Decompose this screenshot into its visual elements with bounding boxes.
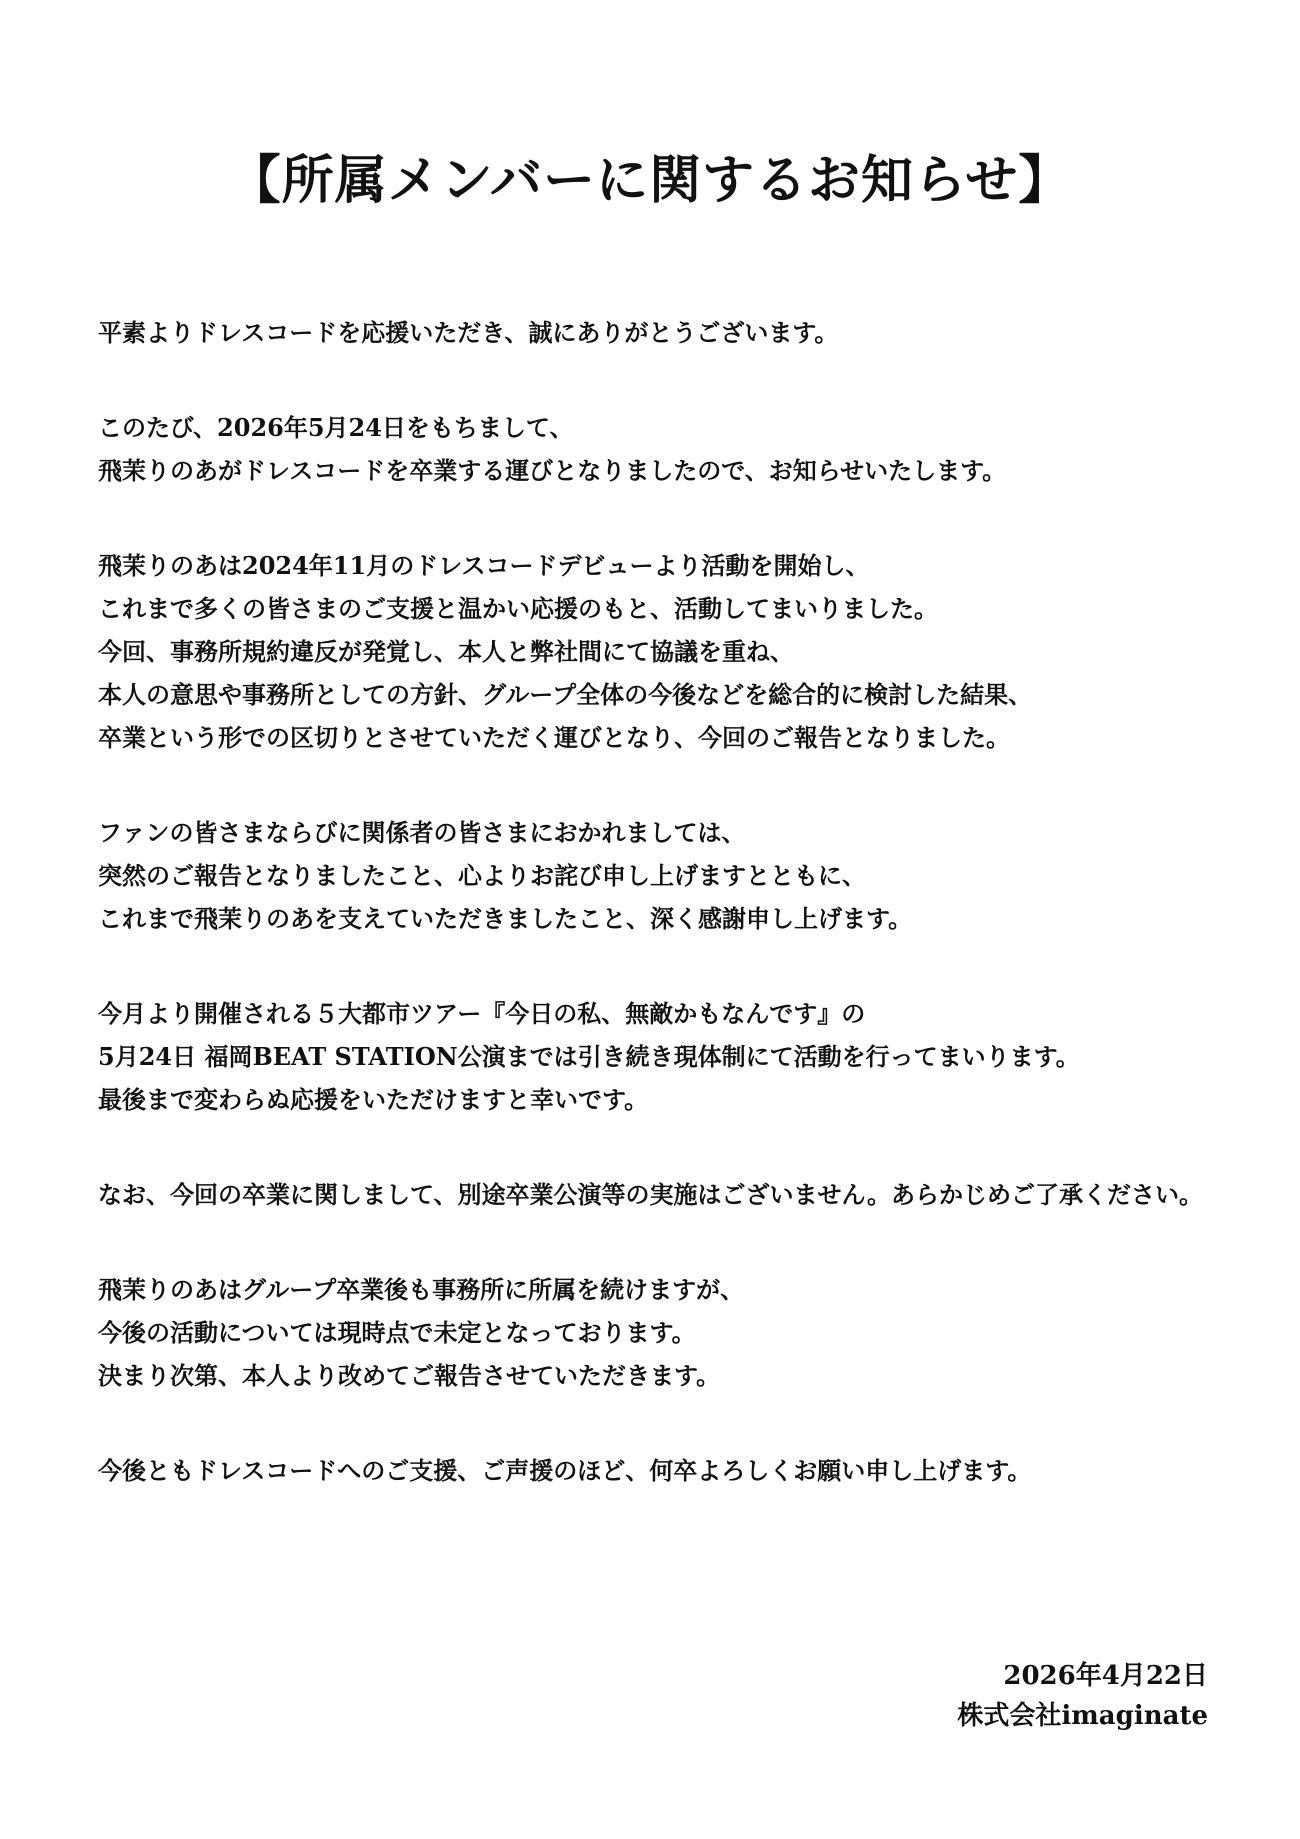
signature-date: 2026年4月22日	[1003, 1661, 1208, 1691]
text-line: このたび、2026年5月24日をもちまして、	[98, 413, 574, 442]
paragraph-closing	[98, 1449, 1228, 1492]
signature-block	[957, 1656, 1208, 1736]
paragraph-tour	[98, 992, 1228, 1121]
paragraph-no-event	[98, 1173, 1228, 1216]
paragraph-greeting	[98, 311, 1228, 354]
text-line: 最後まで変わらぬ応援をいただけますと幸いです。	[98, 1085, 649, 1114]
text-line: ファンの皆さまならびに関係者の皆さまにおかれましては、	[98, 818, 746, 847]
text-line: 飛茉りのあがドレスコードを卒業する運びとなりましたので、お知らせいたします。	[98, 456, 1007, 485]
paragraph-graduation-date	[98, 406, 1228, 492]
text-line: 今後の活動については現時点で未定となっております。	[98, 1318, 696, 1347]
text-line: 飛茉りのあは2024年11月のドレスコードデビューより活動を開始し、	[98, 551, 870, 580]
text-line: なお、今回の卒業に関しまして、別途卒業公演等の実施はございません。あらかじめご了承ください。	[98, 1180, 1203, 1209]
paragraph-apology	[98, 811, 1228, 940]
text-line: 平素よりドレスコードを応援いただき、誠にありがとうございます。	[98, 318, 839, 347]
text-line: 今後ともドレスコードへのご支援、ご声援のほど、何卒よろしくお願い申し上げます。	[98, 1456, 1032, 1485]
text-line: 卒業という形での区切りとさせていただく運びとなり、今回のご報告となりました。	[98, 723, 1010, 752]
signature-company: 株式会社imaginate	[957, 1701, 1208, 1731]
text-line: これまで飛茉りのあを支えていただきましたこと、深く感謝申し上げます。	[98, 904, 913, 933]
text-line: 飛茉りのあはグループ卒業後も事務所に所属を続けますが、	[98, 1275, 745, 1304]
text-line: 今回、事務所規約違反が発覚し、本人と弊社間にて協議を重ね、	[98, 637, 794, 666]
text-line: 突然のご報告となりましたこと、心よりお詫び申し上げますとともに、	[98, 861, 866, 890]
text-line: 本人の意思や事務所としての方針、グループ全体の今後などを総合的に検討した結果、	[98, 680, 1033, 709]
announcement-body	[98, 311, 1228, 1544]
text-line: これまで多くの皆さまのご支援と温かい応援のもと、活動してまいりました。	[98, 594, 938, 623]
paragraph-future	[98, 1268, 1228, 1397]
text-line: 今月より開催される５大都市ツアー『今日の私、無敵かもなんです』の	[98, 999, 866, 1028]
paragraph-background	[98, 544, 1228, 759]
text-line: 決まり次第、本人より改めてご報告させていただきます。	[98, 1361, 721, 1390]
text-line: 5月24日 福岡BEAT STATION公演までは引き続き現体制にて活動を行ってまいります。	[98, 1042, 1080, 1071]
page-title: 【所属メンバーに関するお知らせ】	[228, 150, 1072, 211]
